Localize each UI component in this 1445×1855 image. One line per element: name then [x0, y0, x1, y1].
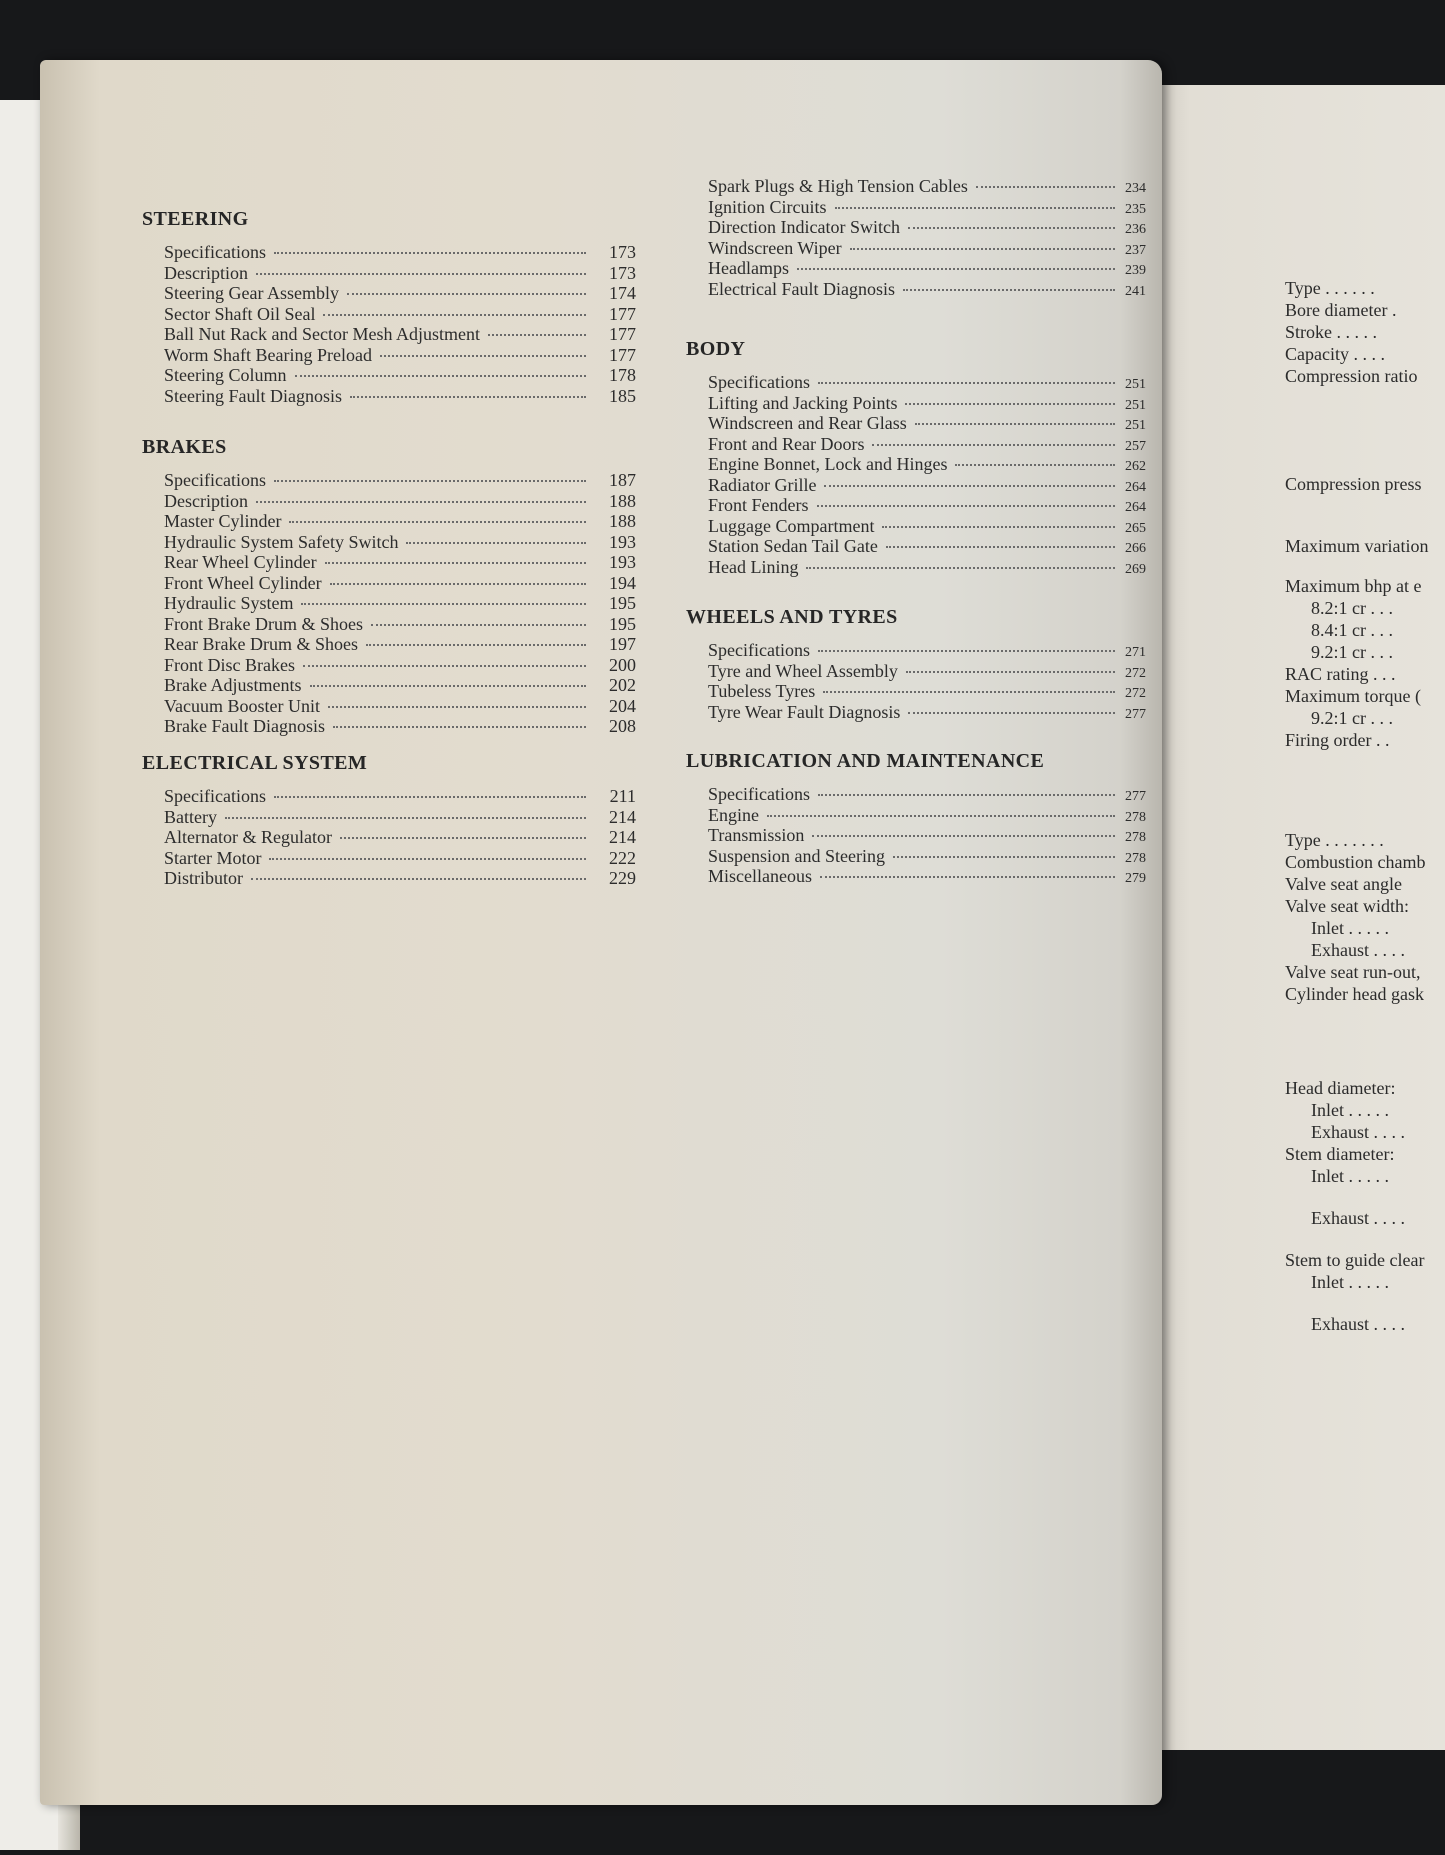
dot-leader: [823, 691, 1115, 693]
dot-leader: [333, 726, 586, 728]
toc-entry: [142, 263, 636, 284]
toc-page-number: 279: [1125, 871, 1146, 886]
spec-label: Maximum variation: [1285, 536, 1429, 556]
toc-entry-label: Hydraulic System: [164, 593, 294, 613]
toc-entry-label: Luggage Compartment: [708, 515, 875, 536]
spec-label: Maximum bhp at e: [1285, 576, 1422, 596]
toc-entry: [686, 454, 1146, 475]
toc-entry-label: Head Lining: [708, 556, 799, 577]
toc-entry: [686, 372, 1146, 393]
section-heading: BRAKES: [142, 436, 227, 458]
spec-label: Type . . . . . .: [1285, 278, 1375, 298]
toc-entry-label: Front Disc Brakes: [164, 654, 295, 675]
toc-page-number: 272: [1125, 686, 1146, 701]
toc-entry: [142, 304, 636, 325]
toc-entry: [142, 786, 636, 807]
toc-entry: [142, 655, 636, 676]
dot-leader: [274, 480, 586, 482]
spec-label: Exhaust . . . .: [1311, 1122, 1405, 1142]
toc-page-number: 204: [609, 695, 636, 716]
toc-section: [686, 748, 1146, 887]
dot-leader: [818, 794, 1115, 796]
toc-entry-label: Front and Rear Doors: [708, 433, 865, 454]
toc-entry: [142, 283, 636, 304]
dot-leader: [406, 542, 586, 544]
dot-leader: [301, 603, 586, 605]
spec-label: 8.4:1 cr . . .: [1311, 620, 1393, 640]
toc-entry: [686, 197, 1146, 218]
toc-entry-label: Steering Column: [164, 365, 287, 385]
toc-entry-label: Worm Shaft Bearing Preload: [164, 344, 373, 365]
toc-entry-label: Specifications: [708, 784, 810, 804]
toc-entry-label: Rear Wheel Cylinder: [164, 552, 317, 572]
toc-entry-label: Engine: [708, 804, 759, 825]
toc-page-number: 214: [609, 827, 636, 847]
dot-leader: [269, 858, 586, 860]
toc-entry: [686, 702, 1146, 723]
spec-label: Head diameter:: [1285, 1078, 1396, 1098]
toc-page-number: 208: [609, 716, 636, 736]
spec-label: Exhaust . . . .: [1311, 1314, 1405, 1334]
spec-label: Inlet . . . . .: [1311, 918, 1389, 938]
toc-section: [686, 176, 1146, 299]
toc-entry-label: Specifications: [164, 786, 266, 806]
toc-entry-list: [686, 784, 1146, 887]
dot-leader: [371, 624, 586, 626]
dot-leader: [340, 837, 586, 839]
dot-leader: [289, 521, 586, 523]
toc-entry: [142, 345, 636, 366]
toc-entry: [686, 393, 1146, 414]
dot-leader: [797, 268, 1115, 270]
toc-page-number: 173: [609, 242, 636, 262]
dot-leader: [818, 382, 1115, 384]
toc-entry: [142, 491, 636, 512]
spec-label: Combustion chamb: [1285, 852, 1426, 872]
toc-section: [142, 206, 636, 406]
spec-label: Firing order . .: [1285, 730, 1390, 750]
spec-label: Valve seat angle: [1285, 874, 1402, 894]
toc-page-number: 237: [1125, 242, 1146, 258]
facing-page-spec-list: [1285, 278, 1445, 1568]
toc-entry-label: Electrical Fault Diagnosis: [708, 278, 895, 299]
toc-entry: [142, 242, 636, 263]
toc-page-number: 202: [609, 675, 636, 695]
toc-page-number: 272: [1125, 665, 1146, 681]
dot-leader: [303, 665, 586, 667]
toc-entry-label: Ignition Circuits: [708, 196, 827, 217]
toc-entry-list: [142, 242, 636, 406]
toc-page-number: 187: [609, 470, 636, 490]
toc-entry: [142, 552, 636, 573]
toc-entry-label: Hydraulic System Safety Switch: [164, 531, 399, 552]
toc-page-number: 188: [609, 490, 636, 511]
toc-entry-label: Brake Fault Diagnosis: [164, 716, 325, 736]
spec-label: Stem diameter:: [1285, 1144, 1395, 1164]
dot-leader: [893, 856, 1115, 858]
toc-entry: [686, 681, 1146, 702]
toc-entry: [686, 258, 1146, 279]
toc-page-number: 277: [1125, 706, 1146, 722]
spec-label: Maximum torque (: [1285, 686, 1421, 706]
toc-entry: [686, 434, 1146, 455]
toc-entry: [686, 516, 1146, 537]
toc-entry: [686, 176, 1146, 197]
dot-leader: [330, 583, 586, 585]
toc-entry: [686, 495, 1146, 516]
toc-page-number: 251: [1125, 418, 1146, 433]
spec-label: Capacity . . . .: [1285, 344, 1385, 364]
toc-entry: [142, 511, 636, 532]
dot-leader: [274, 252, 586, 254]
toc-page-number: 197: [609, 634, 636, 654]
spec-label: Type . . . . . . .: [1285, 830, 1384, 850]
toc-entry: [142, 634, 636, 655]
toc-page-number: 229: [609, 868, 636, 888]
toc-entry-label: Specifications: [164, 242, 266, 262]
dot-leader: [251, 878, 586, 880]
toc-entry: [686, 640, 1146, 661]
toc-entry: [686, 557, 1146, 578]
toc-entry: [142, 848, 636, 869]
dot-leader: [905, 403, 1115, 405]
toc-page-number: 235: [1125, 201, 1146, 217]
dot-leader: [806, 567, 1115, 569]
toc-page-number: 214: [609, 806, 636, 827]
toc-entry: [142, 827, 636, 848]
toc-entry: [142, 696, 636, 717]
dot-leader: [955, 464, 1115, 466]
toc-entry-label: Brake Adjustments: [164, 675, 302, 695]
toc-page-number: 177: [609, 324, 636, 344]
spec-label: RAC rating . . .: [1285, 664, 1396, 684]
toc-entry-label: Ball Nut Rack and Sector Mesh Adjustment: [164, 324, 480, 344]
spec-label: 9.2:1 cr . . .: [1311, 708, 1393, 728]
section-heading: ELECTRICAL SYSTEM: [142, 752, 368, 774]
toc-entry-label: Radiator Grille: [708, 474, 817, 495]
toc-entry: [686, 536, 1146, 557]
toc-page-number: 278: [1125, 850, 1146, 866]
toc-entry-label: Specifications: [708, 372, 810, 392]
toc-page-number: 264: [1125, 500, 1146, 515]
toc-entry: [686, 825, 1146, 846]
toc-entry-label: Transmission: [708, 825, 805, 845]
toc-entry-label: Specifications: [164, 470, 266, 490]
toc-page-number: 271: [1125, 645, 1146, 660]
toc-page-number: 185: [609, 385, 636, 406]
toc-entry: [142, 532, 636, 553]
toc-entry-label: Front Wheel Cylinder: [164, 572, 322, 593]
toc-page-number: 234: [1125, 181, 1146, 196]
dot-leader: [850, 248, 1115, 250]
toc-page-number: 266: [1125, 541, 1146, 556]
toc-entry: [142, 324, 636, 345]
toc-entry-label: Sector Shaft Oil Seal: [164, 303, 316, 324]
toc-entry-label: Tyre and Wheel Assembly: [708, 660, 898, 681]
toc-entry-label: Front Fenders: [708, 495, 809, 515]
toc-page-number: 173: [609, 262, 636, 283]
dot-leader: [817, 505, 1116, 507]
toc-entry: [686, 238, 1146, 259]
toc-entry-label: Windscreen and Rear Glass: [708, 413, 907, 433]
spec-label: Inlet . . . . .: [1311, 1272, 1389, 1292]
dot-leader: [366, 644, 586, 646]
spec-label: Exhaust . . . .: [1311, 1208, 1405, 1228]
toc-entry-label: Vacuum Booster Unit: [164, 695, 320, 716]
toc-entry-label: Description: [164, 262, 248, 283]
dot-leader: [256, 273, 586, 275]
toc-entry-label: Engine Bonnet, Lock and Hinges: [708, 454, 948, 474]
toc-section: [142, 434, 636, 737]
dot-leader: [256, 501, 586, 503]
toc-page-number: 277: [1125, 789, 1146, 804]
toc-section: [142, 750, 636, 889]
toc-entry: [142, 716, 636, 737]
dot-leader: [767, 815, 1115, 817]
dot-leader: [903, 289, 1115, 291]
dot-leader: [274, 796, 586, 798]
dot-leader: [886, 546, 1115, 548]
toc-entry: [142, 470, 636, 491]
toc-page-number: 195: [609, 593, 636, 613]
dot-leader: [915, 423, 1115, 425]
toc-page-number: 178: [609, 365, 636, 385]
toc-entry-label: Suspension and Steering: [708, 845, 885, 866]
toc-entry: [686, 805, 1146, 826]
toc-entry-list: [142, 470, 636, 737]
toc-page-number: 251: [1125, 397, 1146, 413]
spec-label: Cylinder head gask: [1285, 984, 1424, 1004]
toc-entry-label: Steering Gear Assembly: [164, 283, 339, 303]
toc-page-number: 236: [1125, 222, 1146, 237]
toc-entry-label: Station Sedan Tail Gate: [708, 536, 878, 556]
toc-page-number: 269: [1125, 561, 1146, 577]
dot-leader: [835, 207, 1116, 209]
toc-entry-label: Front Brake Drum & Shoes: [164, 613, 363, 634]
dot-leader: [350, 396, 586, 398]
dot-leader: [882, 526, 1115, 528]
toc-entry: [686, 846, 1146, 867]
spec-label: Compression ratio: [1285, 366, 1418, 386]
toc-entry-label: Alternator & Regulator: [164, 827, 332, 847]
toc-page-number: 177: [609, 344, 636, 365]
toc-page-number: 251: [1125, 377, 1146, 392]
toc-page-number: 239: [1125, 263, 1146, 278]
toc-page-number: 211: [609, 786, 636, 806]
toc-entry: [142, 573, 636, 594]
toc-entry: [686, 279, 1146, 300]
toc-entry-label: Starter Motor: [164, 847, 262, 868]
toc-entry-label: Master Cylinder: [164, 511, 282, 531]
toc-page-number: 195: [609, 613, 636, 634]
dot-leader: [347, 293, 586, 295]
toc-page-number: 257: [1125, 438, 1146, 454]
toc-entry-label: Tubeless Tyres: [708, 681, 816, 701]
dot-leader: [295, 375, 587, 377]
toc-page-number: 177: [609, 303, 636, 324]
dot-leader: [906, 671, 1115, 673]
dot-leader: [380, 355, 586, 357]
toc-entry: [142, 675, 636, 696]
dot-leader: [976, 186, 1115, 188]
toc-page-number: 193: [609, 552, 636, 572]
toc-section: [686, 336, 1146, 577]
toc-entry-label: Headlamps: [708, 258, 789, 278]
spec-label: Compression press: [1285, 474, 1422, 494]
toc-entry-label: Battery: [164, 806, 217, 827]
dot-leader: [824, 485, 1115, 487]
toc-entry-list: [686, 640, 1146, 722]
toc-page-number: 264: [1125, 479, 1146, 495]
dot-leader: [323, 314, 586, 316]
toc-page-number: 222: [609, 847, 636, 868]
toc-page-number: 193: [609, 531, 636, 552]
toc-entry: [142, 868, 636, 889]
toc-entry: [686, 661, 1146, 682]
toc-page-number: 188: [609, 511, 636, 531]
spec-label: Stroke . . . . .: [1285, 322, 1377, 342]
spec-label: 9.2:1 cr . . .: [1311, 642, 1393, 662]
toc-page-number: 174: [609, 283, 636, 303]
spec-label: Inlet . . . . .: [1311, 1100, 1389, 1120]
toc-entry-list: [686, 372, 1146, 577]
toc-entry-label: Miscellaneous: [708, 866, 812, 886]
toc-entry-label: Distributor: [164, 868, 243, 888]
section-heading: WHEELS AND TYRES: [686, 606, 898, 628]
spec-label: 8.2:1 cr . . .: [1311, 598, 1393, 618]
toc-page-number: 241: [1125, 283, 1146, 299]
toc-entry: [686, 475, 1146, 496]
toc-page-number: 278: [1125, 809, 1146, 825]
toc-entry-label: Specifications: [708, 640, 810, 660]
toc-entry-list: [686, 176, 1146, 299]
toc-entry: [142, 807, 636, 828]
toc-section: [686, 604, 1146, 722]
dot-leader: [812, 835, 1115, 837]
dot-leader: [872, 444, 1115, 446]
toc-page-number: 262: [1125, 459, 1146, 474]
toc-entry: [142, 365, 636, 386]
spec-label: Stem to guide clear: [1285, 1250, 1425, 1270]
dot-leader: [328, 706, 586, 708]
dot-leader: [820, 876, 1115, 878]
toc-entry-label: Rear Brake Drum & Shoes: [164, 634, 358, 654]
section-heading: BODY: [686, 338, 746, 360]
dot-leader: [908, 227, 1115, 229]
toc-page-number: 278: [1125, 830, 1146, 845]
spec-label: Bore diameter .: [1285, 300, 1397, 320]
toc-page-number: 194: [609, 572, 636, 593]
dot-leader: [225, 817, 586, 819]
spec-label: Valve seat run-out,: [1285, 962, 1421, 982]
toc-entry-label: Direction Indicator Switch: [708, 217, 900, 237]
dot-leader: [908, 712, 1115, 714]
toc-entry: [686, 866, 1146, 887]
spec-label: Exhaust . . . .: [1311, 940, 1405, 960]
toc-entry-label: Spark Plugs & High Tension Cables: [708, 176, 968, 196]
toc-entry-label: Lifting and Jacking Points: [708, 392, 898, 413]
toc-entry: [686, 413, 1146, 434]
toc-entry-label: Description: [164, 490, 248, 511]
toc-entry: [142, 614, 636, 635]
dot-leader: [488, 334, 586, 336]
spec-label: Valve seat width:: [1285, 896, 1409, 916]
dot-leader: [310, 685, 587, 687]
dot-leader: [818, 650, 1115, 652]
toc-entry: [142, 593, 636, 614]
section-heading: LUBRICATION AND MAINTENANCE: [686, 750, 1045, 772]
section-heading: STEERING: [142, 208, 249, 230]
toc-entry-label: Tyre Wear Fault Diagnosis: [708, 701, 901, 722]
toc-entry: [686, 217, 1146, 238]
toc-page-number: 200: [609, 654, 636, 675]
toc-entry: [142, 386, 636, 407]
toc-entry: [686, 784, 1146, 805]
toc-entry-list: [142, 786, 636, 889]
spec-label: Inlet . . . . .: [1311, 1166, 1389, 1186]
toc-entry-label: Windscreen Wiper: [708, 237, 842, 258]
toc-page-number: 265: [1125, 520, 1146, 536]
toc-entry-label: Steering Fault Diagnosis: [164, 385, 342, 406]
dot-leader: [325, 562, 586, 564]
